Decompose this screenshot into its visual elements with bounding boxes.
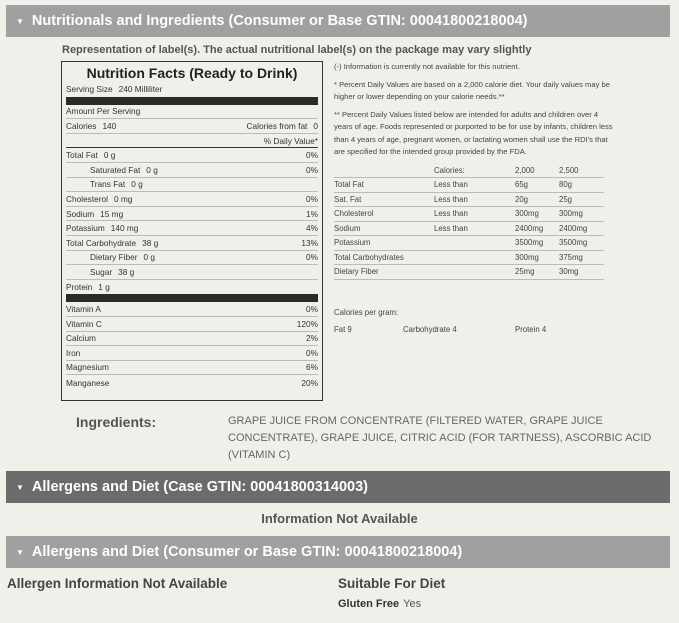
allergens-consumer-title: Allergens and Diet (Consumer or Base GTIN: 00041800218004) [31, 544, 463, 560]
vitamin-row: Magnesium 6% [66, 361, 318, 376]
nutrient-row: Sodium 15 mg 1% [66, 207, 318, 222]
case-info-not-available: Information Not Available [261, 511, 418, 526]
divider-thick [66, 97, 318, 105]
nutrient-row: Cholesterol 0 mg 0% [66, 192, 318, 207]
allergens-consumer-section-header[interactable] [6, 536, 670, 568]
divider-thick [66, 294, 318, 302]
nutrient-row: Trans Fat 0 g [66, 178, 318, 193]
table-row: Potassium 3500mg 3500mg [334, 236, 604, 251]
nutrient-row: Dietary Fiber 0 g 0% [66, 251, 318, 266]
diet-label: Gluten Free [338, 598, 400, 610]
nutrition-section-title: Nutritionals and Ingredients (Consumer or Base GTIN: 00041800218004) [31, 13, 528, 29]
vitamin-row: Vitamin A 0% [66, 302, 318, 317]
amount-per-serving: Amount Per Serving [66, 105, 318, 120]
vitamin-row: Calcium 2% [66, 332, 318, 347]
table-row: Cholesterol Less than 300mg 300mg [334, 207, 604, 222]
serving-size-row [66, 82, 318, 97]
table-row: Sat. Fat Less than 20g 25g [334, 193, 604, 208]
allergen-info: Allergen Information Not Available [7, 576, 228, 591]
diet-value: Yes [403, 598, 422, 610]
nutrition-notes [334, 61, 615, 334]
calories-row: Calories 140 Calories from fat 0 [66, 119, 318, 134]
diet-line [338, 598, 421, 610]
vitamin-row: Iron 0% [66, 346, 318, 361]
allergens-case-title: Allergens and Diet (Case GTIN: 00041800314003) [31, 479, 368, 495]
allergens-case-section-header[interactable] [6, 471, 670, 503]
table-row: Sodium Less than 2400mg 2400mg [334, 222, 604, 237]
children-dv-note: ** Percent Daily Values listed below are intended for adults and children over 4 years of age. Foods represented or purported to be for use by infants, children less than 4 years of age, pregnant women, or lactating women shall use the RDI's that are specified for the intended group provided by the FDA. [334, 109, 613, 156]
nutrient-row: Potassium 140 mg 4% [66, 221, 318, 236]
triangle-down-icon: ▼ [16, 547, 24, 557]
dv-header: % Daily Value* [66, 134, 318, 149]
daily-values-table [334, 164, 604, 280]
table-header: Calories: 2,000 2,500 [334, 164, 604, 179]
na-info-note: (-) Information is currently not available for this nutrient. [334, 62, 520, 71]
calories-per-gram-label: Calories per gram: [334, 307, 399, 317]
table-row: Total Carbohydrates 300mg 375mg [334, 251, 604, 266]
suitable-for-diet-title: Suitable For Diet [338, 576, 446, 591]
table-row: Dietary Fiber 25mg 30mg [334, 265, 604, 280]
nutrition-panel [61, 61, 615, 401]
triangle-down-icon: ▼ [16, 482, 24, 492]
nutrition-facts-label [61, 61, 323, 401]
nutrition-facts-title: Nutrition Facts (Ready to Drink) [86, 65, 298, 81]
percent-dv-note: * Percent Daily Values are based on a 2,000 calorie diet. Your daily values may be higher or lower depending on your calorie needs.** [334, 79, 610, 101]
nutrient-row: Total Fat 0 g 0% [66, 148, 318, 163]
triangle-down-icon: ▼ [16, 16, 24, 26]
serving-value: 240 Milliliter [118, 84, 163, 95]
ingredients-label: Ingredients: [76, 414, 157, 430]
nutrient-row: Protein 1 g [66, 282, 110, 293]
nutrient-row: Total Carbohydrate 38 g 13% [66, 236, 318, 251]
label-disclaimer: Representation of label(s). The actual nutritional label(s) on the package may vary slightly [62, 44, 532, 56]
serving-label: Serving Size [66, 84, 113, 95]
nutrition-section-header[interactable] [6, 5, 670, 37]
vitamin-row: Vitamin C 120% [66, 317, 318, 332]
calories-per-gram: Fat 9 Carbohydrate 4 Protein 4 [334, 324, 547, 334]
nutrient-row: Sugar 38 g [66, 265, 318, 280]
ingredients-text: GRAPE JUICE FROM CONCENTRATE (FILTERED WATER, GRAPE JUICE CONCENTRATE), GRAPE JUICE, CITRIC ACID (FOR TARTNESS), ASCORBIC ACID (VITAMIN C) [228, 415, 652, 461]
table-row: Total Fat Less than 65g 80g [334, 178, 604, 193]
nutrient-row: Saturated Fat 0 g 0% [66, 163, 318, 178]
vitamin-row: Manganese 20% [66, 377, 318, 388]
